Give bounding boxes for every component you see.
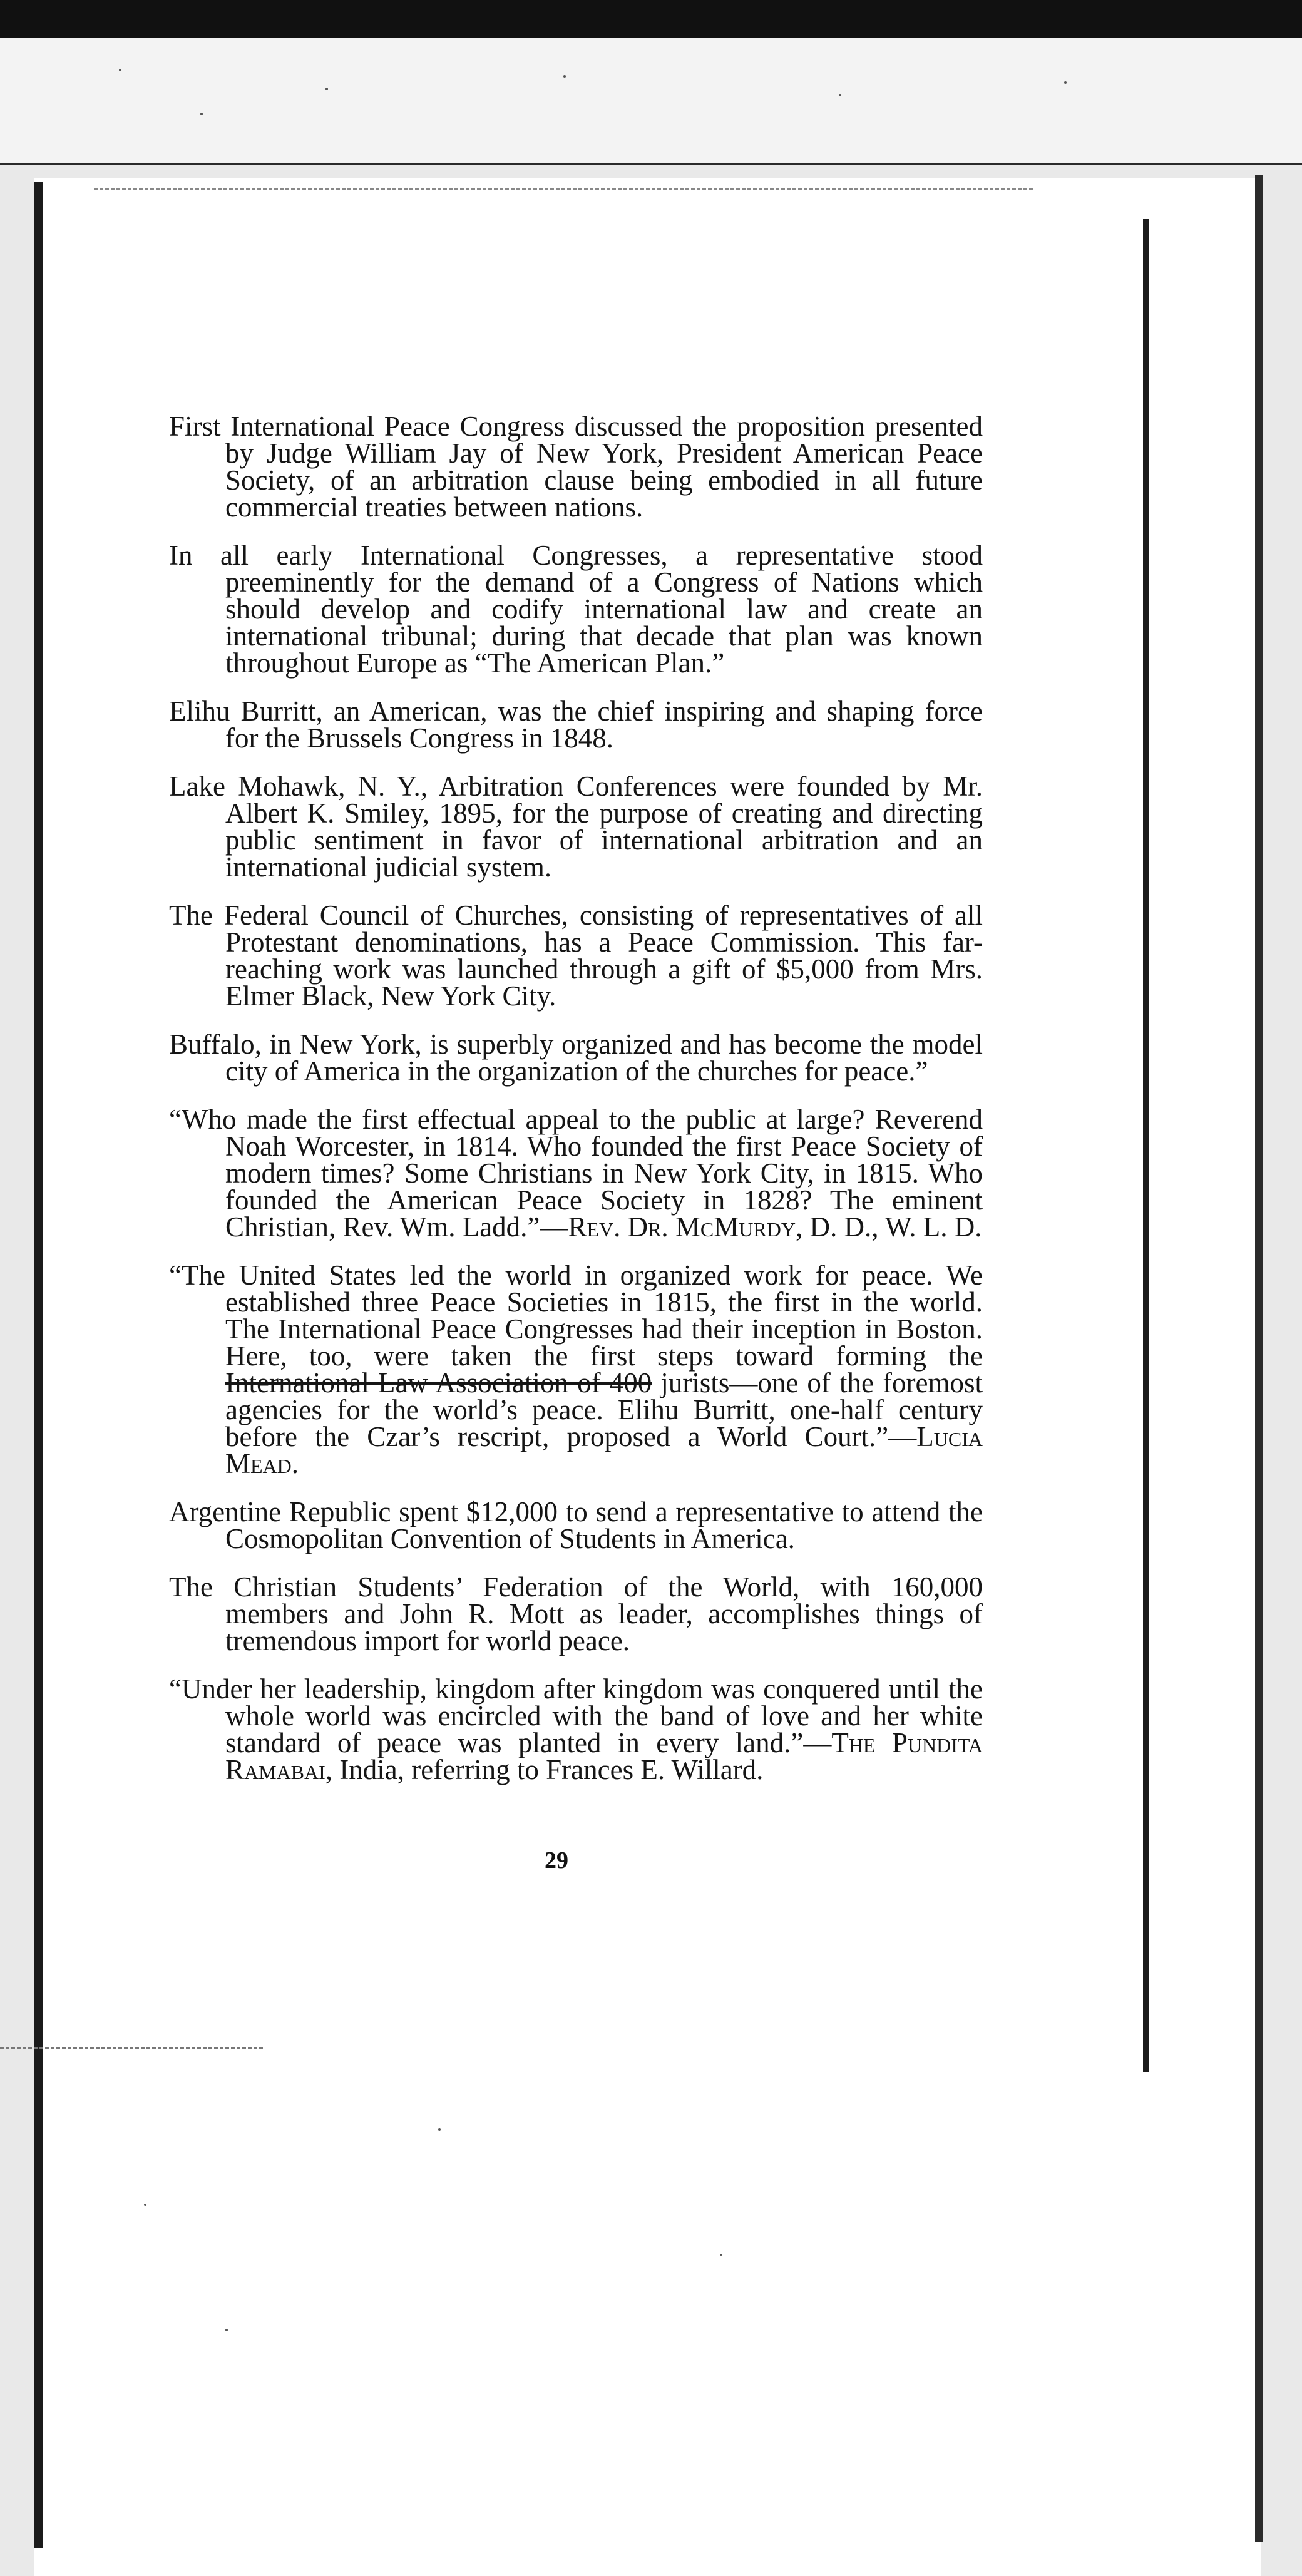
text-segment: . — [291, 1448, 299, 1479]
text-segment: First International Peace Congress discussed the proposition presented by Judge William Jay of New York, President American Peace Society, of an arbitration clause being embodied in all future commercial treaties between nations. — [169, 411, 983, 523]
paragraph — [169, 413, 983, 521]
text-segment: , India, referring to Frances E. Willard. — [325, 1754, 764, 1785]
text-segment: In all early International Congresses, a representative stood preeminently for the demand of a Congress of Nations which should develop and codify international law and create an international tribunal; during that decade that plan was known throughout Europe as “The American Plan.” — [169, 540, 983, 679]
attribution: The Pundita Ramabai — [225, 1727, 983, 1785]
text-segment: Argentine Republic spent $12,000 to send a representative to attend the Cosmopolitan Convention of Students in America. — [169, 1496, 983, 1554]
page-number: 29 — [545, 1847, 568, 1874]
scan-top-band — [0, 0, 1302, 38]
paragraph — [169, 542, 983, 677]
paragraph — [169, 1031, 983, 1085]
page-text — [169, 413, 983, 1805]
paragraph — [169, 1106, 983, 1241]
bottom-dashed-line — [0, 2047, 263, 2049]
left-page-edge — [34, 182, 43, 2548]
paragraph — [169, 1496, 983, 1554]
attribution: Lucia Mead — [225, 1421, 983, 1479]
scan-margin — [0, 38, 1302, 165]
paragraph — [169, 695, 983, 754]
text-segment: International Law Association of 400 — [225, 1367, 652, 1398]
text-segment: Buffalo, in New York, is superbly organized and has become the model city of America in the organization of the churches for peace.” — [169, 1029, 983, 1087]
text-segment: jurists—one of the foremost agencies for the world’s peace. Elihu Burritt, one-half century before the Czar’s rescript, proposed a World Court.”— — [225, 1367, 983, 1452]
text-segment: , D. D., W. L. D. — [795, 1211, 982, 1243]
paragraph — [169, 1673, 983, 1785]
paragraph — [169, 773, 983, 881]
text-segment: Elihu Burritt, an American, was the chief inspiring and shaping force for the Brussels Congress in 1848. — [169, 695, 983, 754]
right-margin-rule — [1143, 219, 1149, 2072]
text-segment: “The United States led the world in organized work for peace. We established three Peace Societies in 1815, the first in the world. The International Peace Congresses had their inception in Boston. Here, too, were taken the first steps toward forming the — [169, 1260, 983, 1372]
attribution: Rev. Dr. McMurdy — [568, 1211, 796, 1243]
paragraph — [169, 902, 983, 1010]
top-dashed-line — [94, 188, 1033, 190]
text-segment: The Federal Council of Churches, consisting of representatives of all Protestant denominations, has a Peace Commission. This far-reaching work was launched through a gift of $5,000 from Mrs. Elmer Black, New York City. — [169, 900, 983, 1012]
outer-page-edge — [1255, 175, 1263, 2542]
paragraph — [169, 1571, 983, 1656]
text-segment: “Who made the first effectual appeal to the public at large? Reverend Noah Worcester, in 1814. Who founded the first Peace Society of modern times? Some Christians in New York City, in 1815. Who founded the American Peace Society in 1828? The eminent Christian, Rev. Wm. Ladd.”— — [169, 1104, 983, 1243]
text-segment: “Under her leadership, kingdom after kingdom was conquered until the whole world was encircled with the band of love and her white standard of peace was planted in every land.”— — [169, 1673, 983, 1758]
paragraph — [169, 1262, 983, 1477]
text-segment: The Christian Students’ Federation of the World, with 160,000 members and John R. Mott as leader, accomplishes things of tremendous import for world peace. — [169, 1571, 983, 1656]
text-segment: Lake Mohawk, N. Y., Arbitration Conferences were founded by Mr. Albert K. Smiley, 1895, for the purpose of creating and directing public sentiment in favor of international arbitration and an international judicial system. — [169, 771, 983, 883]
